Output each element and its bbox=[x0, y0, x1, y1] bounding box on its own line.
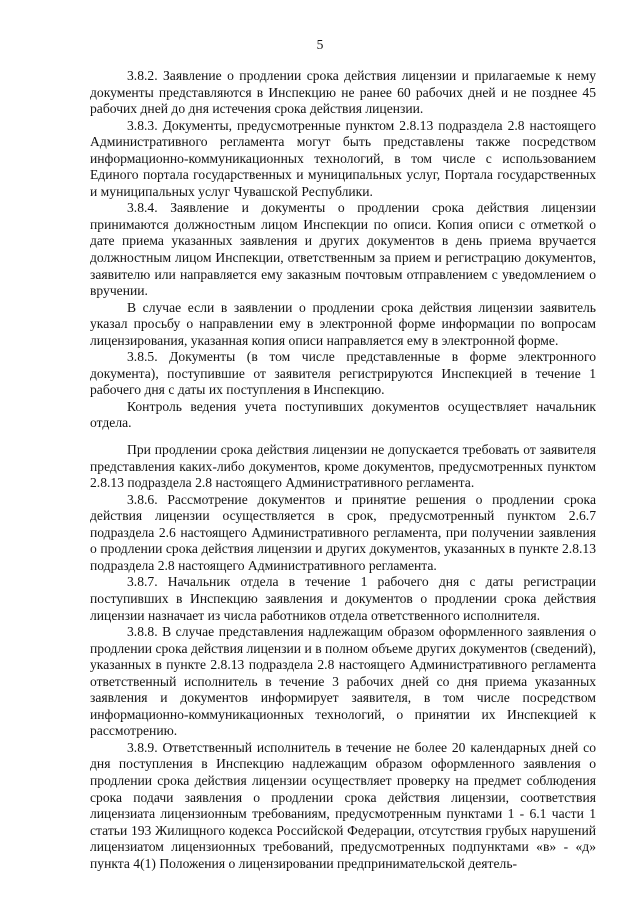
paragraph-3-8-7: 3.8.7. Начальник отдела в течение 1 рабочего дня с даты регистрации поступивших в Инспекцию заявления и документов о продлении срока действия лицензии назначает из числа работников отдела ответственного исполнителя. bbox=[90, 574, 596, 623]
paragraph-no-extra-documents: При продлении срока действия лицензии не допускается требовать от заявителя представления каких-либо документов, кроме документов, предусмотренных пунктом 2.8.13 подраздела 2.8 настоящего Административного регламента. bbox=[90, 442, 596, 491]
paragraph-3-8-9: 3.8.9. Ответственный исполнитель в течение не более 20 календарных дней со дня поступления в Инспекцию надлежащим образом оформленного заявления о продлении срока действия лицензии осуществляет проверку на предмет соблюдения срока подачи заявления о продлении срока действия лицензии, соответствия лицензиата лицензионным требованиям, предусмотренным пунктами 1 - 6.1 части 1 статьи 193 Жилищного кодекса Российской Федерации, отсутствия грубых нарушений лицензиатом лицензионных требований, предусмотренных подпунктами «в» - «д» пункта 4(1) Положения о лицензировании предпринимательской деятель- bbox=[90, 739, 596, 871]
paragraph-control-note: Контроль ведения учета поступивших документов осуществляет начальник отдела. bbox=[90, 398, 596, 431]
paragraph-3-8-8: 3.8.8. В случае представления надлежащим образом оформленного заявления о продлении срока действия лицензии и в полном объеме других документов (сведений), указанных в пункте 2.8.13 подраздела 2.8 настоящего Административного регламента ответственный исполнитель в течение 3 рабочих дней со дня приема указанных заявления и документов информирует заявителя, в том числе посредством информационно-коммуникационных технологий, о принятии их Инспекцией к рассмотрению. bbox=[90, 624, 596, 739]
paragraph-3-8-5: 3.8.5. Документы (в том числе представленные в форме электронного документа), поступившие от заявителя регистрируются Инспекцией в течение 1 рабочего дня с даты их поступления в Инспекцию. bbox=[90, 349, 596, 398]
paragraph-3-8-3: 3.8.3. Документы, предусмотренные пунктом 2.8.13 подраздела 2.8 настоящего Административного регламента могут быть представлены также посредством информационно-коммуникационных технологий, в том числе с использованием Единого портала государственных и муниципальных услуг, Портала государственных и муниципальных услуг Чувашской Республики. bbox=[90, 117, 596, 199]
document-body bbox=[90, 68, 596, 872]
paragraph-3-8-4: 3.8.4. Заявление и документы о продлении срока действия лицензии принимаются должностным лицом Инспекции по описи. Копия описи с отметкой о дате приема указанных заявления и других документов в день приема вручается должностным лицом Инспекции, ответственным за прием и регистрацию документов, заявителю или направляется ему заказным почтовым отправлением с уведомлением о вручении. bbox=[90, 200, 596, 299]
paragraph-3-8-2: 3.8.2. Заявление о продлении срока действия лицензии и прилагаемые к нему документы представляются в Инспекцию не ранее 60 рабочих дней и не позднее 45 рабочих дней до дня истечения срока действия лицензии. bbox=[90, 68, 596, 117]
paragraph-3-8-6: 3.8.6. Рассмотрение документов и принятие решения о продлении срока действия лицензии осуществляется в срок, предусмотренный пунктом 2.6.7 подраздела 2.6 настоящего Административного регламента, при получении заявления о продлении срока действия лицензии и других документов, указанных в пункте 2.8.13 подраздела 2.8 настоящего Административного регламента. bbox=[90, 491, 596, 573]
page-number: 5 bbox=[316, 37, 324, 52]
paragraph-electronic-request: В случае если в заявлении о продлении срока действия лицензии заявитель указал просьбу о направлении ему в электронной форме информации по вопросам лицензирования, указанная копия описи направляется ему в электронной форме. bbox=[90, 299, 596, 348]
